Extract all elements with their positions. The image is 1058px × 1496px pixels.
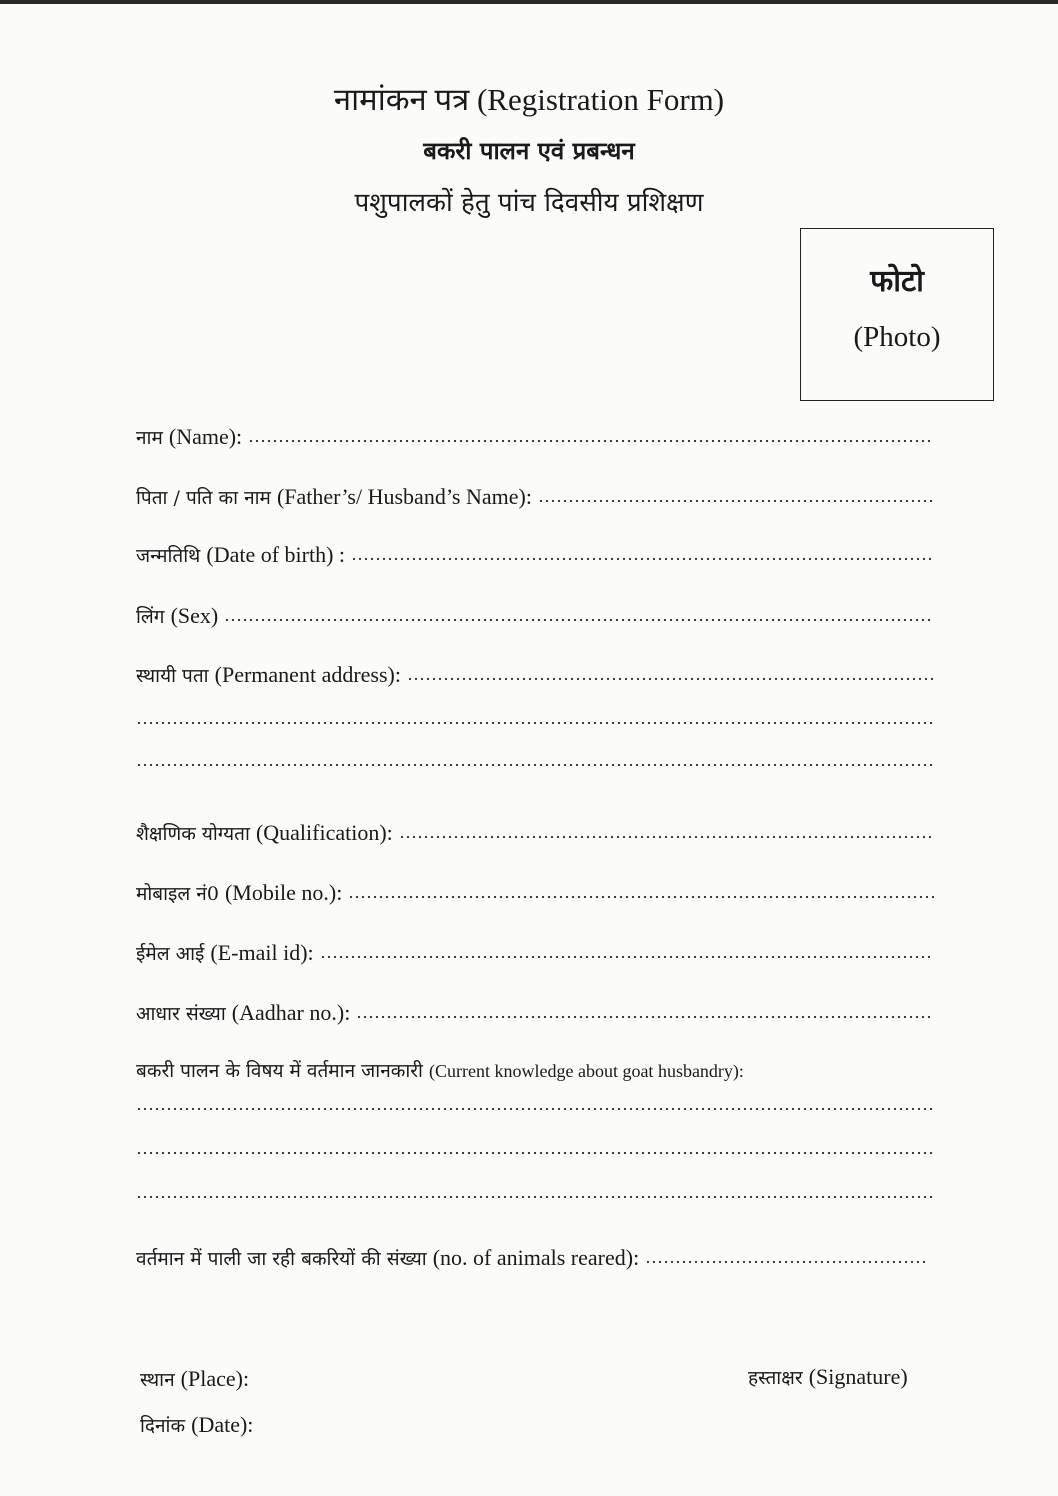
knowledge-blank-2[interactable] [136,1150,934,1156]
email-blank[interactable] [320,954,934,960]
form-title-english: (Registration Form) [476,82,725,117]
mobile-label: मोबाइल नं0 (Mobile no.): [136,880,343,905]
address-label: स्थायी पता (Permanent address): [136,662,401,687]
photo-label-hindi: फोटो [870,264,924,299]
dob-field[interactable] [136,542,934,574]
name-label: नाम (Name): [136,424,243,449]
form-subtitle: बकरी पालन एवं प्रबन्धन [423,136,635,165]
animals-label: वर्तमान में पाली जा रही बकरियों की संख्या (no. of animals reared): [136,1245,640,1270]
email-field[interactable] [136,940,934,972]
scan-top-edge [0,0,1058,4]
sex-field[interactable] [136,603,934,635]
address-blank-2[interactable] [136,720,934,726]
knowledge-line-1[interactable] [136,1106,934,1138]
date-label: दिनांक (Date): [140,1412,254,1437]
father-name-blank[interactable] [538,498,934,504]
qualification-label: शैक्षणिक योग्यता (Qualification): [136,820,393,845]
mobile-blank[interactable] [348,894,934,900]
email-label: ईमेल आई (E-mail id): [136,940,314,965]
knowledge-blank-1[interactable] [136,1106,934,1112]
place-label: स्थान (Place): [140,1366,250,1391]
knowledge-label: बकरी पालन के विषय में वर्तमान जानकारी (Current knowledge about goat husbandry): [136,1060,744,1082]
knowledge-line-3[interactable] [136,1194,934,1226]
aadhar-label: आधार संख्या (Aadhar no.): [136,1000,351,1025]
aadhar-blank[interactable] [356,1014,934,1020]
photo-box[interactable] [800,228,994,401]
photo-label-english: (Photo) [853,321,941,353]
father-name-field[interactable] [136,484,934,516]
address-blank-3[interactable] [136,762,934,768]
course-title: पशुपालकों हेतु पांच दिवसीय प्रशिक्षण [354,188,704,218]
form-title [0,78,1058,120]
animals-field[interactable] [136,1245,926,1277]
address-line-2[interactable] [136,720,934,752]
qualification-field[interactable] [136,820,934,852]
sex-label: लिंग (Sex) [136,603,219,628]
name-blank[interactable] [248,438,934,444]
signature-label: हस्ताक्षर (Signature) [748,1364,908,1389]
knowledge-blank-3[interactable] [136,1194,934,1200]
qualification-blank[interactable] [399,834,934,840]
aadhar-field[interactable] [136,1000,934,1032]
father-name-label: पिता / पति का नाम (Father’s/ Husband’s Name): [136,484,532,509]
mobile-field[interactable] [136,880,934,912]
knowledge-line-2[interactable] [136,1150,934,1182]
animals-blank[interactable] [645,1259,926,1265]
address-line-3[interactable] [136,762,934,794]
knowledge-field [136,1057,934,1089]
address-blank[interactable] [407,676,934,682]
form-title-hindi: नामांकन पत्र [333,82,470,117]
name-field[interactable] [136,424,934,456]
address-field[interactable] [136,662,934,694]
sex-blank[interactable] [224,617,934,623]
dob-label: जन्मतिथि (Date of birth) : [136,542,346,567]
dob-blank[interactable] [351,556,934,562]
